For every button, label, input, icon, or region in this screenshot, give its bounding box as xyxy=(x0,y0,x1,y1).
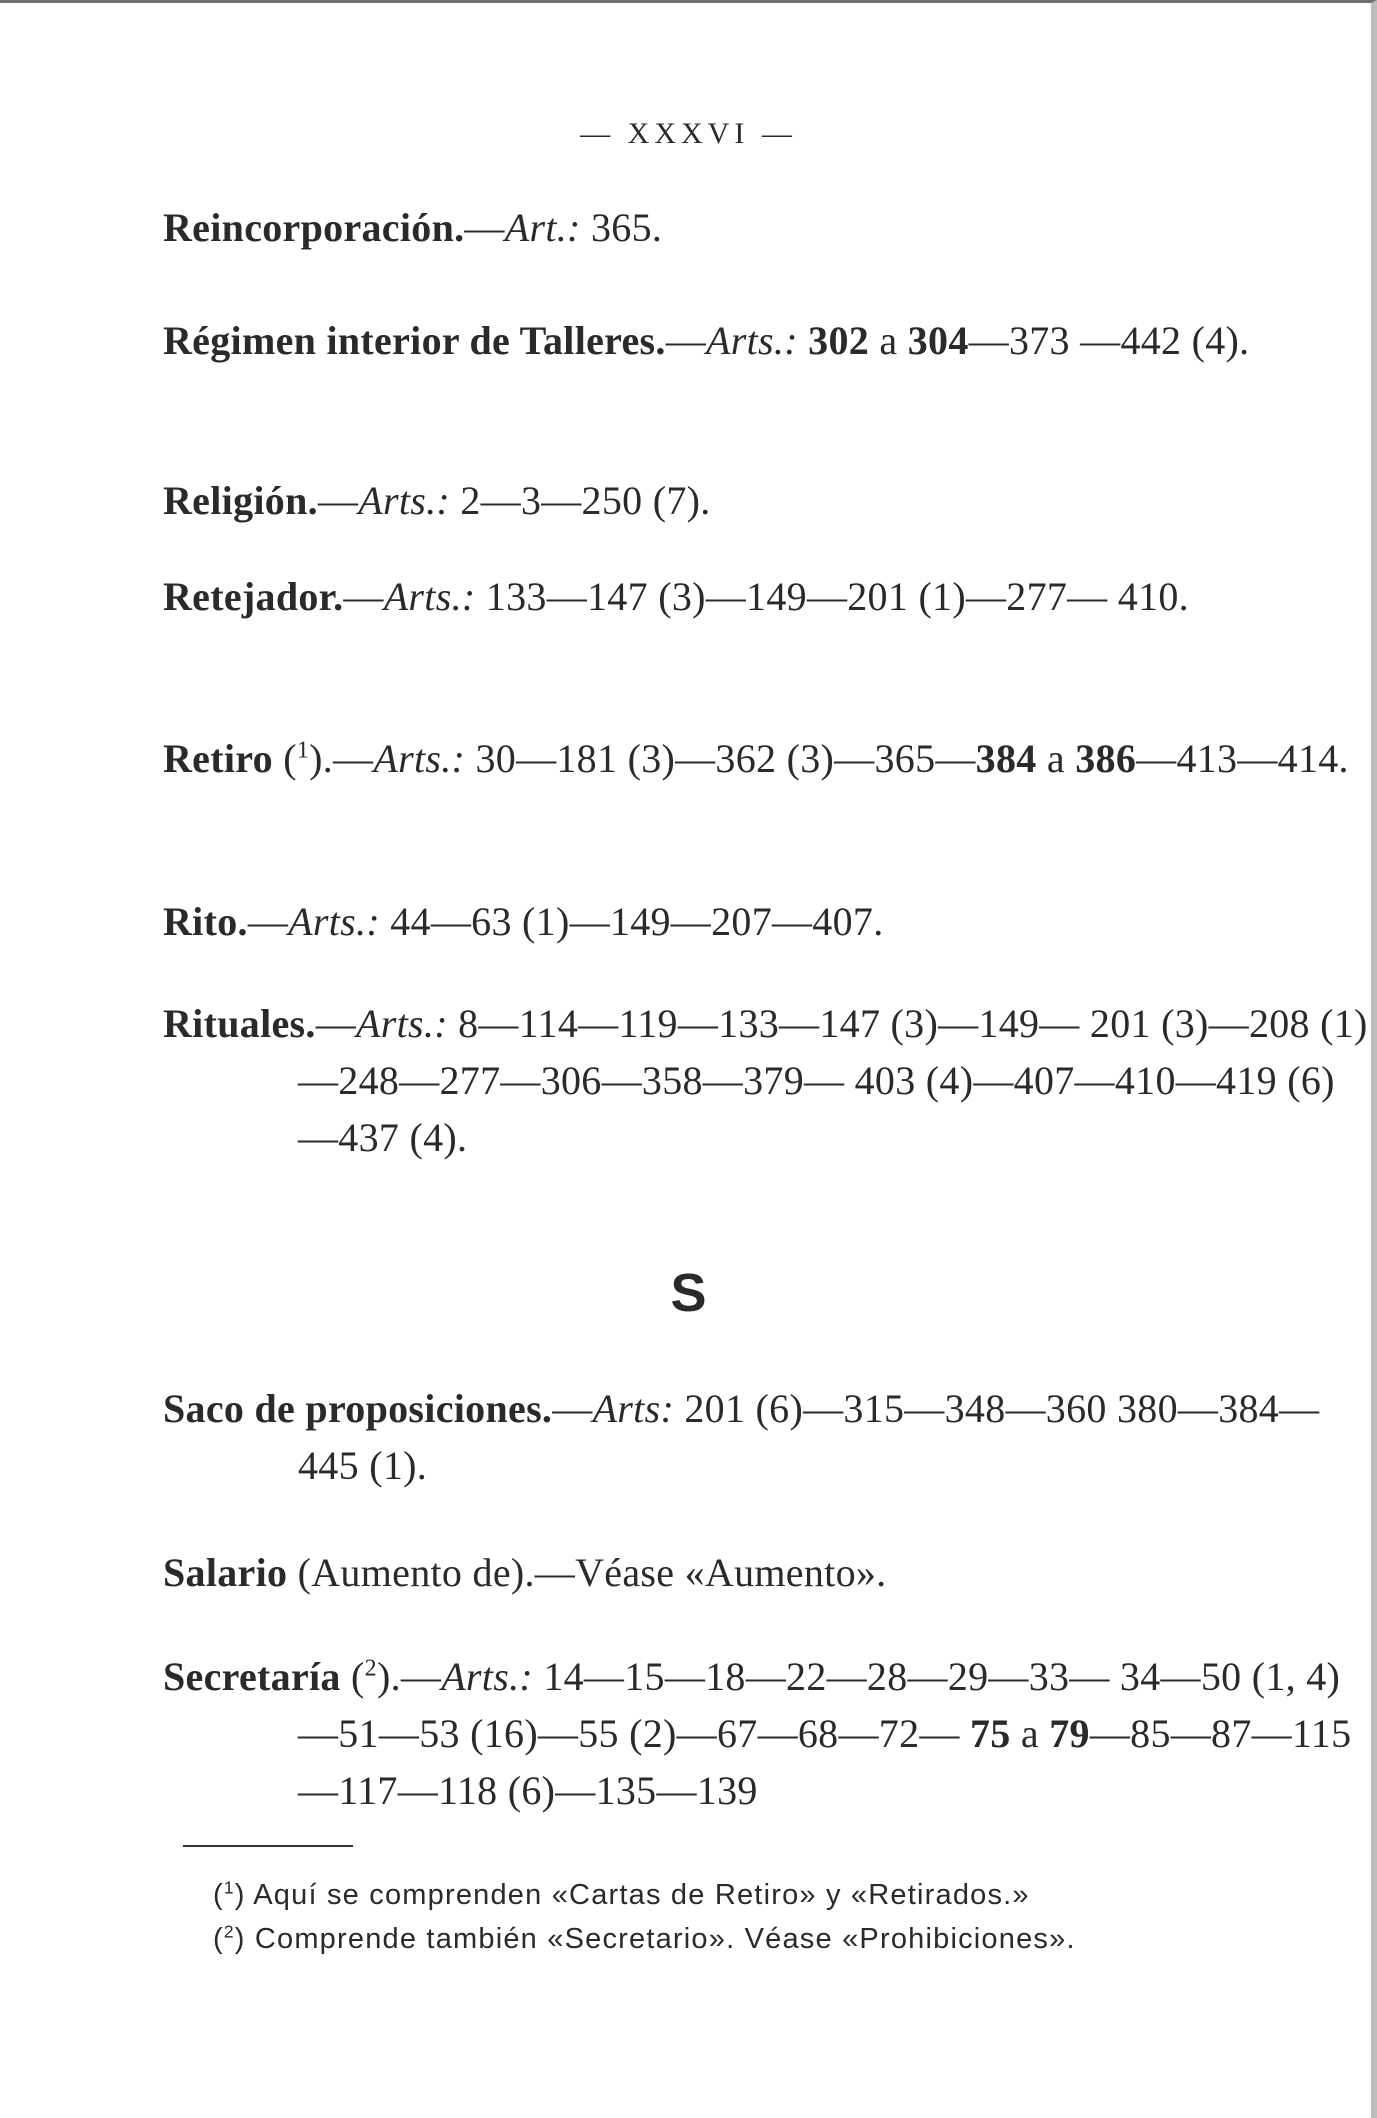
entry-ref-bold: 302 xyxy=(808,318,870,363)
footnote-rule xyxy=(183,1845,353,1847)
index-entry-secretaria: Secretaría ($^2$).—Arts.: 14—15—18—22—28—29—33— 34—50 (1, 4)—51—53 (16)—55 (2)—67—68—72— 75 a 79—85—87—115—117—118 (6)—135—139 xyxy=(163,1654,1352,1813)
index-entry-regimen: Régimen interior de Talleres.—Arts.: 302 a 304—373 —442 (4). xyxy=(163,318,1250,363)
page-number: — XXXVI — xyxy=(580,117,797,150)
entry-term: Retiro xyxy=(163,736,273,781)
entry-ref-connector: a xyxy=(869,318,908,363)
index-entry-saco: Saco de proposiciones.—Arts: 201 (6)—315—348—360 380—384—445 (1). xyxy=(163,1386,1320,1488)
footnote-text: Aquí se comprenden «Cartas de Retiro» y «Retirados.» xyxy=(245,1879,1030,1911)
entry-ref-bold: 304 xyxy=(907,318,969,363)
entry-refs: —373 —442 (4). xyxy=(968,318,1250,363)
entry-term: Saco de proposiciones. xyxy=(163,1386,553,1431)
entry-refs: 365. xyxy=(580,205,663,250)
footnote-marker: 1 xyxy=(223,1877,235,1898)
entry-ref-bold: 386 xyxy=(1075,736,1137,781)
entry-tag: Arts.: xyxy=(288,899,380,944)
entry-tag: Arts: xyxy=(592,1386,675,1431)
entry-ref-bold: 384 xyxy=(975,736,1037,781)
footnote-marker: 1 xyxy=(296,737,310,764)
entry-tag: Arts.: xyxy=(441,1654,534,1699)
index-entry-rituales: Rituales.—Arts.: 8—114—119—133—147 (3)—149— 201 (3)—208 (1)—248—277—306—358—379— 403 (4)—407—410—419 (6)—437 (4). xyxy=(163,1001,1368,1160)
entry-refs: 30—181 (3)—362 (3)—365— xyxy=(465,736,976,781)
footnote-marker: 2 xyxy=(364,1655,377,1682)
entry-term: Secretaría xyxy=(163,1654,341,1699)
entry-tag: Arts.: xyxy=(383,574,476,619)
entry-term: Reincorporación. xyxy=(163,205,465,250)
index-entry-rito: Rito.—Arts.: 44—63 (1)—149—207—407. xyxy=(163,899,884,944)
entry-term: Régimen interior de Talleres. xyxy=(163,318,666,363)
footnote-1: ($^1$) Aquí se comprenden «Cartas de Retiro» y «Retirados.» xyxy=(213,1877,1030,1911)
entry-tag: Arts.: xyxy=(358,478,451,523)
entry-refs: 201 (6)—315—348—360 380—384—445 (1). xyxy=(298,1386,1320,1488)
footnote-marker: 2 xyxy=(223,1921,235,1942)
entry-tag: Arts.: xyxy=(356,1001,448,1046)
section-letter: S xyxy=(670,1263,707,1323)
entry-tag: Arts.: xyxy=(373,736,466,781)
entry-term: Retejador. xyxy=(163,574,344,619)
entry-term: Salario xyxy=(163,1550,288,1595)
entry-refs: 2—3—250 (7). xyxy=(450,478,711,523)
entry-ref-bold: 79 xyxy=(1049,1711,1090,1756)
index-entry-retiro: Retiro ($^1$).—Arts.: 30—181 (3)—362 (3)—365—384 a 386—413—414. xyxy=(163,736,1349,781)
index-entry-reincorporacion: Reincorporación.—Art.: 365. xyxy=(163,205,663,250)
entry-refs: 44—63 (1)—149—207—407. xyxy=(379,899,884,944)
entry-ref-bold: 75 xyxy=(969,1711,1011,1756)
entry-term: Religión. xyxy=(163,478,318,523)
entry-refs: 14—15—18—22—28—29—33— 34—50 (1, 4)—51—53 (16)—55 (2)—67—68—72— xyxy=(298,1654,1341,1756)
entry-term: Rituales. xyxy=(163,1001,316,1046)
entry-refs: —85—87—115—117—118 (6)—135—139 xyxy=(298,1711,1352,1813)
entry-ref-connector: a xyxy=(1010,1711,1050,1756)
footnote-text: Comprende también «Secretario». Véase «Prohibiciones». xyxy=(245,1923,1076,1955)
entry-refs: (Aumento de).—Véase «Aumento». xyxy=(287,1550,887,1595)
entry-term: Rito. xyxy=(163,899,248,944)
entry-tag: Art.: xyxy=(504,205,581,250)
entry-refs: —413—414. xyxy=(1136,736,1349,781)
entry-ref-connector: a xyxy=(1036,736,1076,781)
entry-refs: 8—114—119—133—147 (3)—149— 201 (3)—208 (1)—248—277—306—358—379— 403 (4)—407—410—419 (6)—437 (4). xyxy=(298,1001,1368,1160)
index-entry-religion: Religión.—Arts.: 2—3—250 (7). xyxy=(163,478,711,523)
entry-refs: 133—147 (3)—149—201 (1)—277— 410. xyxy=(475,574,1189,619)
footnote-2: ($^2$) Comprende también «Secretario». Véase «Prohibiciones». xyxy=(213,1921,1076,1955)
index-entry-retejador: Retejador.—Arts.: 133—147 (3)—149—201 (1)—277— 410. xyxy=(163,574,1189,619)
entry-tag: Arts.: xyxy=(706,318,798,363)
index-entry-salario xyxy=(163,1544,1368,1601)
